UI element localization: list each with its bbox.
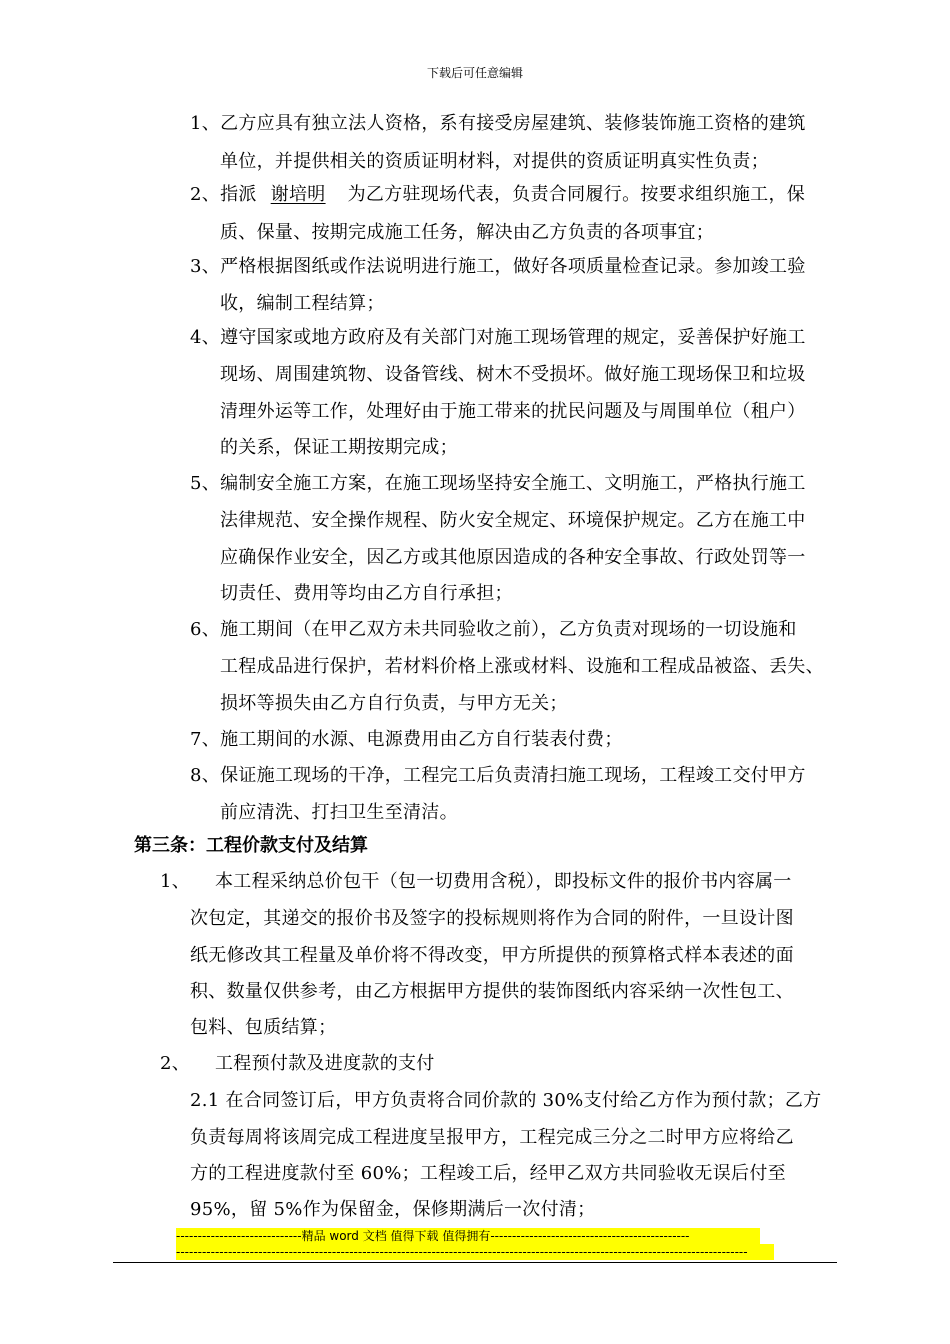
list-item-6-cont: 工程成品进行保护，若材料价格上涨或材料、设施和工程成品被盗、丢失、 [220, 656, 824, 677]
item-text: 为乙方驻现场代表，负责合同履行。按要求组织施工，保 [347, 184, 806, 205]
item-number: 4、 [190, 327, 221, 348]
item-number: 6、 [190, 619, 221, 640]
clause-2-1-line: 负责每周将该周完成工程进度呈报甲方，工程完成三分之二时甲方应将给乙 [190, 1127, 794, 1148]
item-text: 指派 [220, 184, 257, 205]
footer-banner-dashes: ------------------------------------------------------------------------------------------------------------------------------------ [176, 1244, 774, 1260]
item-text: 遵守国家或地方政府及有关部门对施工现场管理的规定，妥善保护好施工 [220, 327, 806, 348]
section3-p1-line: 本工程采纳总价包干（包一切费用含税），即投标文件的报价书内容属一 [215, 871, 792, 892]
item-text: 乙方应具有独立法人资格，系有接受房屋建筑、装修装饰施工资格的建筑 [220, 113, 806, 134]
list-item-5 [190, 470, 806, 498]
section3-p2-title: 工程预付款及进度款的支付 [215, 1053, 435, 1074]
section3-p1-line: 积、数量仅供参考，由乙方根据甲方提供的装饰图纸内容采纳一次性包工、 [190, 981, 794, 1002]
list-item-4 [190, 324, 806, 352]
clause-2-1-line: 2.1 在合同签订后，甲方负责将合同价款的 30%支付给乙方作为预付款；乙方 [190, 1090, 822, 1111]
list-item-8-cont: 前应清洗、打扫卫生至清洁。 [220, 802, 458, 823]
section3-p1-line: 包料、包质结算； [190, 1017, 337, 1038]
item-number: 5、 [190, 473, 221, 494]
footer-banner: -----------------------------精品 word 文档 值得下载 值得拥有---------------------------------------------- [176, 1228, 760, 1244]
clause-2-1-line: 方的工程进度款付至 60%；工程竣工后，经甲乙双方共同验收无误后付至 [190, 1163, 786, 1184]
list-item-3 [190, 253, 806, 281]
item-text: 施工期间（在甲乙双方未共同验收之前），乙方负责对现场的一切设施和 [220, 619, 797, 640]
list-item-6-cont: 损坏等损失由乙方自行负责，与甲方无关； [220, 693, 568, 714]
list-item-1 [190, 110, 806, 138]
item-number: 3、 [190, 256, 221, 277]
list-item-2 [190, 181, 805, 209]
clause-2-1-line: 95%，留 5%作为保留金，保修期满后一次付清； [190, 1199, 596, 1220]
section3-p1-line: 次包定，其递交的报价书及签字的投标规则将作为合同的附件，一旦设计图 [190, 908, 794, 929]
item-number: 8、 [190, 765, 221, 786]
list-item-5-cont: 法律规范、安全操作规程、防火安全规定、环境保护规定。乙方在施工中 [220, 510, 806, 531]
section-heading: 第三条：工程价款支付及结算 [134, 835, 368, 856]
list-item-5-cont: 切责任、费用等均由乙方自行承担； [220, 583, 513, 604]
list-item-2-cont: 质、保量、按期完成施工任务，解决由乙方负责的各项事宜； [220, 222, 715, 243]
list-item-4-cont: 清理外运等工作，处理好由于施工带来的扰民问题及与周围单位（租户） [220, 401, 806, 422]
section3-p1-number: 1、 [160, 871, 191, 892]
item-text: 保证施工现场的干净，工程完工后负责清扫施工现场，工程竣工交付甲方 [220, 765, 806, 786]
item-number: 2、 [190, 184, 221, 205]
list-item-5-cont: 应确保作业安全，因乙方或其他原因造成的各种安全事故、行政处罚等一 [220, 547, 806, 568]
section3-p2-number: 2、 [160, 1053, 191, 1074]
section3-p1-line: 纸无修改其工程量及单价将不得改变，甲方所提供的预算格式样本表述的面 [190, 945, 794, 966]
list-item-4-cont: 的关系，保证工期按期完成； [220, 437, 458, 458]
item-number: 7、 [190, 729, 221, 750]
list-item-8 [190, 762, 806, 790]
representative-name: 谢培明 [270, 184, 326, 205]
item-number: 1、 [190, 113, 221, 134]
list-item-6 [190, 616, 797, 644]
list-item-7 [190, 726, 623, 754]
page-header: 下载后可任意编辑 [426, 66, 523, 80]
footer-rule [113, 1262, 837, 1263]
item-text: 编制安全施工方案，在施工现场坚持安全施工、文明施工，严格执行施工 [220, 473, 806, 494]
list-item-1-cont: 单位，并提供相关的资质证明材料，对提供的资质证明真实性负责； [220, 151, 769, 172]
list-item-4-cont: 现场、周围建筑物、设备管线、树木不受损坏。做好施工现场保卫和垃圾 [220, 364, 806, 385]
item-text: 施工期间的水源、电源费用由乙方自行装表付费； [220, 729, 623, 750]
item-text: 严格根据图纸或作法说明进行施工，做好各项质量检查记录。参加竣工验 [220, 256, 806, 277]
list-item-3-cont: 收，编制工程结算； [220, 293, 385, 314]
